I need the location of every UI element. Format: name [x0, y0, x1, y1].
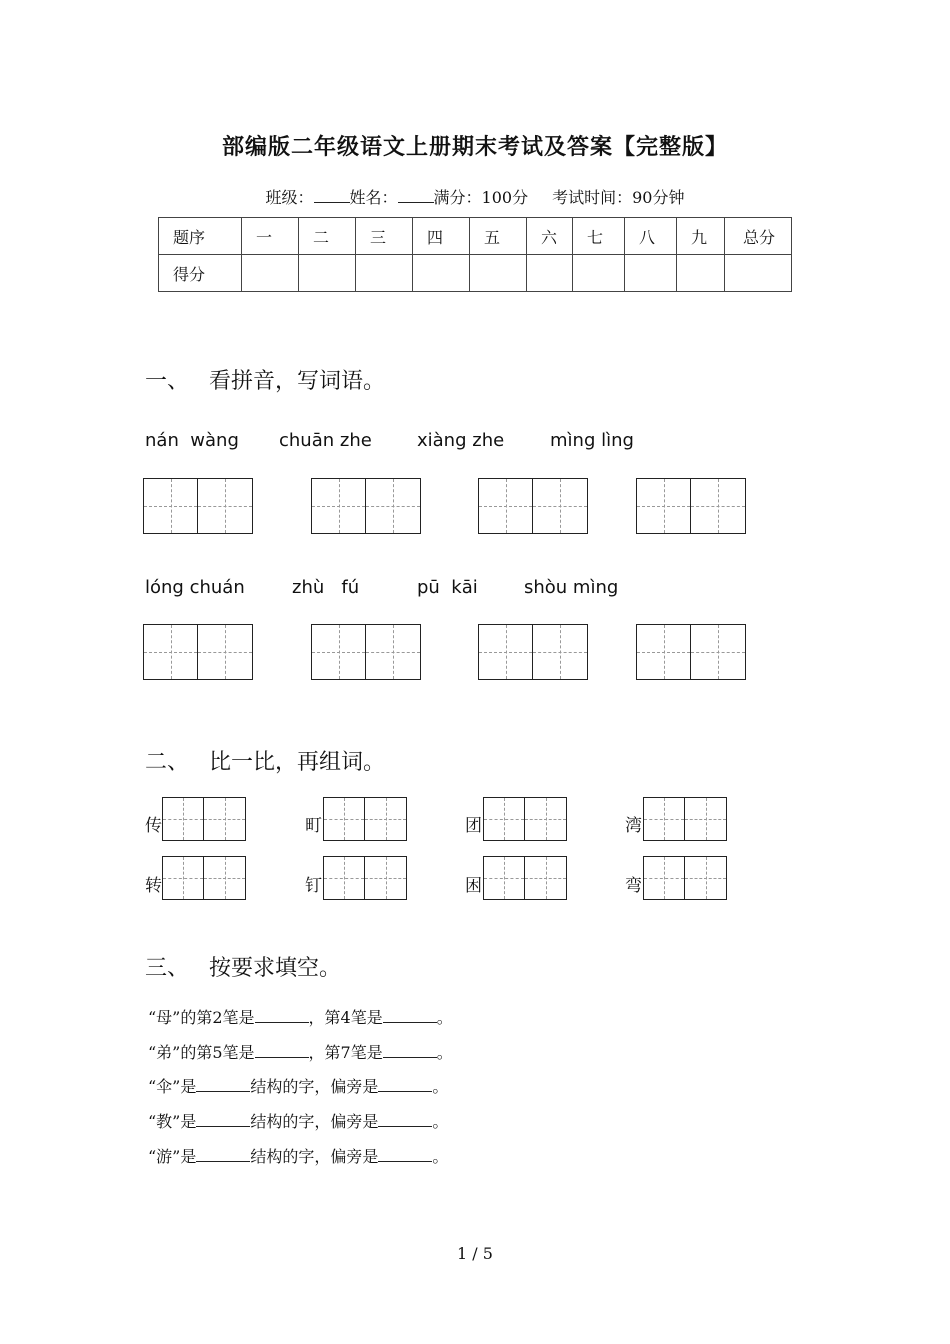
section-3-number: 三、 [145, 956, 190, 981]
section-1-heading [145, 364, 385, 395]
section-2-number: 二、 [145, 750, 190, 775]
compare-char: 钉 [305, 876, 322, 896]
section-1-title: 看拼音，写词语。 [209, 369, 386, 394]
score-cell[interactable] [470, 255, 527, 292]
writing-grid[interactable] [143, 624, 253, 680]
score-cell[interactable] [677, 255, 725, 292]
score-row-label: 得分 [159, 255, 242, 292]
header-cell: 九 [677, 218, 725, 255]
writing-grid[interactable] [478, 624, 588, 680]
header-cell: 二 [299, 218, 356, 255]
word-grid[interactable] [323, 797, 407, 841]
fill-blank[interactable] [196, 1147, 250, 1162]
fill-text: 。 [432, 1112, 449, 1131]
writing-grid[interactable] [478, 478, 588, 534]
fill-text: “伞”是 [148, 1077, 197, 1096]
exam-time: 考试时间：90分钟 [552, 188, 685, 207]
writing-grid[interactable] [636, 478, 746, 534]
compare-char: 湾 [625, 816, 642, 836]
section-2-title: 比一比，再组词。 [209, 750, 386, 775]
fill-text: 。 [432, 1147, 449, 1166]
pinyin-label: pū kāi [417, 577, 478, 598]
class-label: 班级： [265, 188, 314, 207]
compare-char: 转 [145, 876, 162, 896]
fill-text: ，第4笔是 [308, 1008, 383, 1027]
pinyin-label: shòu mìng [524, 577, 619, 598]
fill-blank[interactable] [378, 1112, 432, 1127]
fill-blank[interactable] [196, 1112, 250, 1127]
fill-blank[interactable] [383, 1008, 437, 1023]
fill-text: “弟”的第5笔是 [148, 1043, 255, 1062]
fill-text: 。 [436, 1043, 453, 1062]
header-cell: 总分 [725, 218, 792, 255]
fill-text: 结构的字，偏旁是 [250, 1112, 379, 1131]
header-cell: 七 [573, 218, 625, 255]
score-cell[interactable] [625, 255, 677, 292]
header-cell: 八 [625, 218, 677, 255]
compare-char: 町 [305, 816, 322, 836]
score-table [158, 217, 792, 292]
fill-text: 。 [432, 1077, 449, 1096]
header-cell: 一 [242, 218, 299, 255]
score-cell[interactable] [573, 255, 625, 292]
header-cell: 三 [356, 218, 413, 255]
fill-line [148, 1144, 448, 1167]
fill-text: “母”的第2笔是 [148, 1008, 255, 1027]
fill-blank[interactable] [255, 1043, 309, 1058]
word-grid[interactable] [323, 856, 407, 900]
score-cell[interactable] [527, 255, 573, 292]
word-grid[interactable] [483, 797, 567, 841]
writing-grid[interactable] [311, 478, 421, 534]
page-title: 部编版二年级语文上册期末考试及答案【完整版】 [221, 135, 728, 160]
class-blank [314, 188, 350, 203]
pinyin-label: mìng lìng [550, 430, 634, 451]
score-cell[interactable] [242, 255, 299, 292]
section-3-title: 按要求填空。 [209, 956, 342, 981]
word-grid[interactable] [643, 856, 727, 900]
word-grid[interactable] [162, 797, 246, 841]
fill-blank[interactable] [196, 1077, 250, 1092]
fill-text: 结构的字，偏旁是 [250, 1147, 379, 1166]
fill-line [148, 1074, 448, 1097]
word-grid[interactable] [162, 856, 246, 900]
compare-char: 弯 [625, 876, 642, 896]
fill-line [148, 1040, 453, 1063]
compare-char: 传 [145, 816, 162, 836]
score-cell[interactable] [413, 255, 470, 292]
section-1-number: 一、 [145, 369, 190, 394]
compare-char: 团 [465, 816, 482, 836]
name-label: 姓名： [349, 188, 398, 207]
pinyin-label: zhù fú [292, 577, 360, 598]
full-score: 满分：100分 [433, 188, 529, 207]
fill-text: ，第7笔是 [308, 1043, 383, 1062]
fill-line [148, 1109, 448, 1132]
fill-blank[interactable] [378, 1147, 432, 1162]
fill-text: “教”是 [148, 1112, 197, 1131]
pinyin-label: nán wàng [145, 430, 239, 451]
compare-char: 困 [465, 876, 482, 896]
section-2-heading [145, 745, 385, 776]
fill-blank[interactable] [255, 1008, 309, 1023]
score-cell[interactable] [725, 255, 792, 292]
fill-text: “游”是 [148, 1147, 197, 1166]
header-cell: 题序 [159, 218, 242, 255]
fill-text: 结构的字，偏旁是 [250, 1077, 379, 1096]
exam-info [0, 185, 950, 208]
header-cell: 四 [413, 218, 470, 255]
word-grid[interactable] [643, 797, 727, 841]
pinyin-label: xiàng zhe [417, 430, 505, 451]
header-cell: 五 [470, 218, 527, 255]
word-grid[interactable] [483, 856, 567, 900]
writing-grid[interactable] [636, 624, 746, 680]
writing-grid[interactable] [311, 624, 421, 680]
score-cell[interactable] [299, 255, 356, 292]
fill-blank[interactable] [378, 1077, 432, 1092]
fill-text: 。 [436, 1008, 453, 1027]
fill-blank[interactable] [383, 1043, 437, 1058]
page-number: 1 / 5 [457, 1244, 493, 1263]
fill-line [148, 1005, 453, 1028]
score-table-header-row [159, 218, 792, 255]
score-cell[interactable] [356, 255, 413, 292]
pinyin-label: chuān zhe [279, 430, 372, 451]
writing-grid[interactable] [143, 478, 253, 534]
score-table-score-row [159, 255, 792, 292]
section-3-heading [145, 951, 341, 982]
pinyin-label: lóng chuán [145, 577, 245, 598]
name-blank [398, 188, 434, 203]
header-cell: 六 [527, 218, 573, 255]
